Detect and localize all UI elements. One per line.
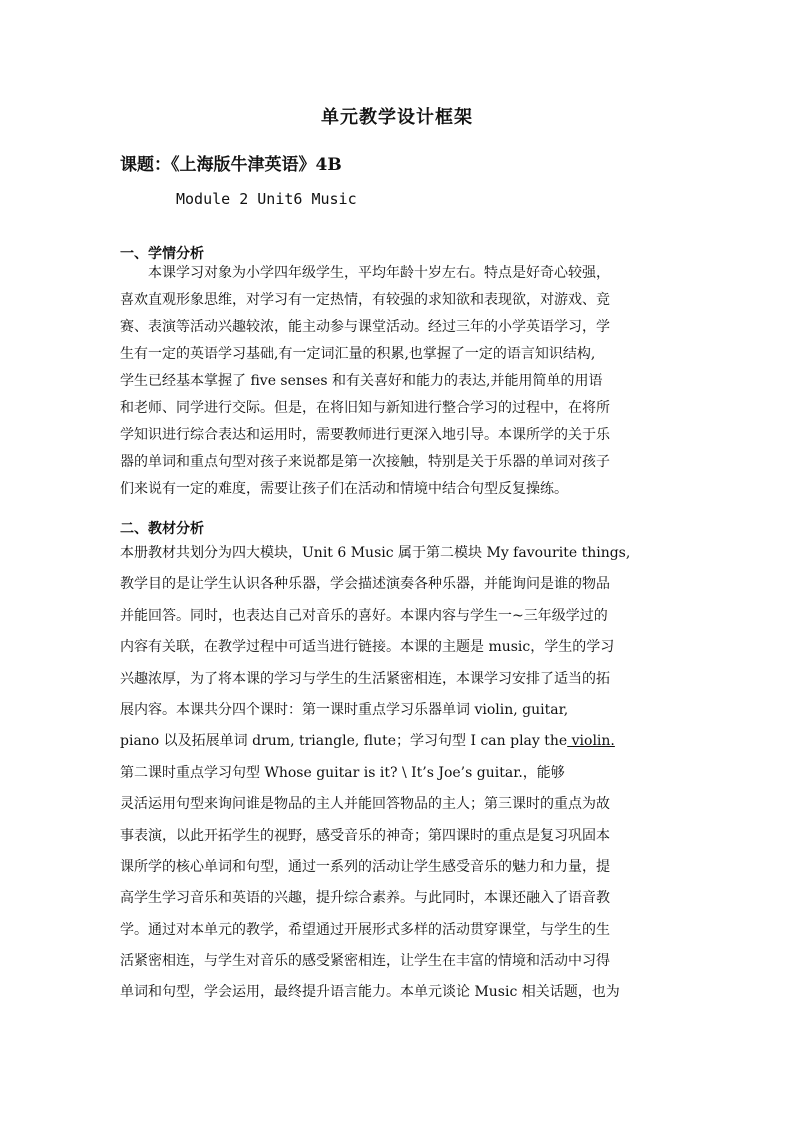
lesson-subject: 课题：《上海版牛津英语》4B xyxy=(120,155,342,175)
section-heading-material-analysis: 二、教材分析 xyxy=(120,521,204,537)
text-line: 学。通过对本单元的教学，希望通过开展形式多样的活动贯穿课堂，与学生的生 xyxy=(120,921,610,938)
text-line: 活紧密相连，与学生对音乐的感受紧密相连，让学生在丰富的情境和活动中习得 xyxy=(120,953,610,970)
section-heading-learner-analysis: 一、学情分析 xyxy=(120,246,204,262)
text-line: 单词和句型，学会运用，最终提升语言能力。本单元谈论 Music 相关话题，也为 xyxy=(120,984,620,1001)
text-line-part: piano 以及拓展单词 drum, triangle, flute；学习句型 I can play the xyxy=(120,733,568,750)
text-line: 学知识进行综合表达和运用时，需要教师进行更深入地引导。本课所学的关于乐 xyxy=(120,427,610,443)
text-line: 第二课时重点学习句型 Whose guitar is it? \ It’s Joe’s guitar.，能够 xyxy=(120,764,565,781)
text-line: 高学生学习音乐和英语的兴趣，提升综合素养。与此同时，本课还融入了语音教 xyxy=(120,890,610,907)
text-line xyxy=(120,726,680,757)
text-line: 内容有关联，在教学过程中可适当进行链接。本课的主题是 music，学生的学习 xyxy=(120,639,615,656)
text-line: 本册教材共划分为四大模块，Unit 6 Music 属于第二模块 My favourite things, xyxy=(120,545,631,561)
text-line: 喜欢直观形象思维，对学习有一定热情，有较强的求知欲和表现欲，对游戏、竞 xyxy=(120,292,610,308)
text-line: 教学目的是让学生认识各种乐器，学会描述演奏各种乐器，并能询问是谁的物品 xyxy=(120,576,610,593)
text-line: 课所学的核心单词和句型，通过一系列的活动让学生感受音乐的魅力和力量，提 xyxy=(120,858,610,875)
text-line: 事表演，以此开拓学生的视野，感受音乐的神奇；第四课时的重点是复习巩固本 xyxy=(120,827,610,844)
text-line: 兴趣浓厚，为了将本课的学习与学生的生活紧密相连，本课学习安排了适当的拓 xyxy=(120,670,610,687)
underlined-word-violin: violin. xyxy=(567,733,615,750)
text-line: 学生已经基本掌握了 five senses 和有关喜好和能力的表达,并能用简单的用语 xyxy=(120,373,603,389)
text-line: 器的单词和重点句型对孩子来说都是第一次接触，特别是关于乐器的单词对孩子 xyxy=(120,454,610,470)
text-line: 并能回答。同时，也表达自己对音乐的喜好。本课内容与学生一~三年级学过的 xyxy=(120,607,608,624)
text-line: 赛、表演等活动兴趣较浓，能主动参与课堂活动。经过三年的小学英语学习，学 xyxy=(120,319,610,335)
text-line: 生有一定的英语学习基础,有一定词汇量的积累,也掌握了一定的语言知识结构, xyxy=(120,346,596,362)
document-title: 单元教学设计框架 xyxy=(321,107,473,128)
module-unit-line: Module 2 Unit6 Music xyxy=(176,190,357,208)
text-line: 灵活运用句型来询问谁是物品的主人并能回答物品的主人；第三课时的重点为故 xyxy=(120,796,610,813)
text-line: 和老师、同学进行交际。但是，在将旧知与新知进行整合学习的过程中，在将所 xyxy=(120,400,610,416)
text-line: 本课学习对象为小学四年级学生，平均年龄十岁左右。特点是好奇心较强， xyxy=(148,265,610,281)
learner-analysis-paragraph xyxy=(120,260,680,503)
text-line: 展内容。本课共分四个课时：第一课时重点学习乐器单词 violin, guitar, xyxy=(120,701,569,718)
material-analysis-paragraph xyxy=(120,538,680,1009)
text-line: 们来说有一定的难度，需要让孩子们在活动和情境中结合句型反复操练。 xyxy=(120,481,568,497)
